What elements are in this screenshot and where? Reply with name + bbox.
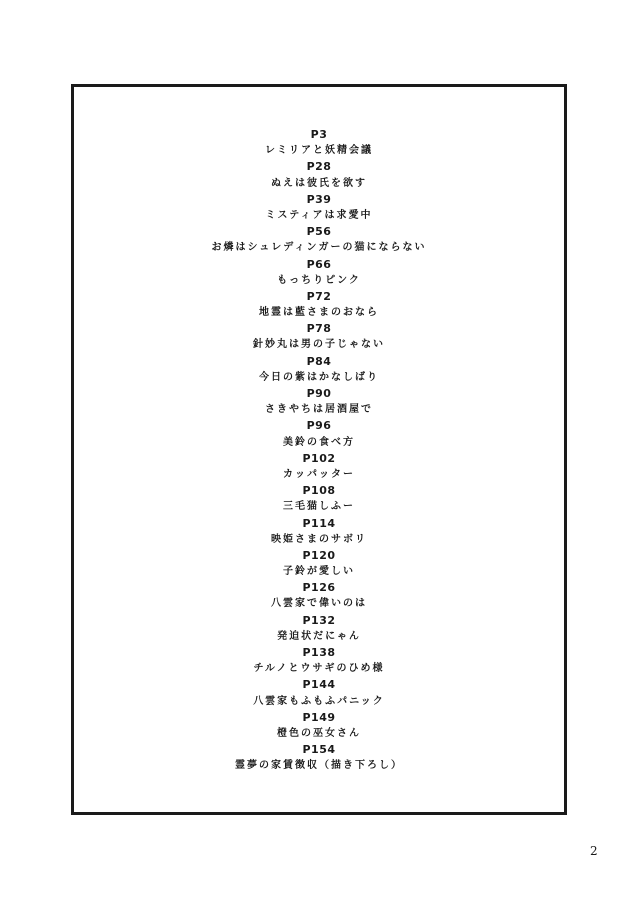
toc-story-title: レミリアと妖精会議	[265, 145, 373, 157]
toc-entry	[71, 321, 567, 353]
toc-page-number: P28	[306, 160, 332, 174]
toc-page-number: P102	[302, 451, 336, 465]
toc-story-title: ミスティアは求愛中	[265, 209, 373, 221]
toc-page-number: P3	[310, 128, 328, 141]
toc-page-number: P120	[302, 548, 336, 562]
toc-entry	[71, 354, 567, 386]
toc-story-title: ぬえは彼氏を欲す	[271, 177, 367, 189]
toc-entry	[71, 580, 567, 612]
toc-story-title: 霊夢の家賃徴収（描き下ろし）	[235, 760, 403, 772]
toc-story-title: 八雲家で偉いのは	[271, 598, 367, 610]
toc-page-number: P90	[306, 387, 332, 400]
toc-story-title: 映姫さまのサボリ	[271, 533, 367, 545]
toc-page-number: P108	[302, 484, 336, 498]
toc-page-number: P39	[306, 192, 332, 206]
toc-story-title: さきやちは居酒屋で	[265, 404, 373, 416]
toc-entry	[71, 710, 567, 742]
toc-page-number: P114	[302, 516, 336, 530]
toc-entry	[71, 418, 567, 450]
toc-page-number: P144	[302, 678, 336, 692]
toc-story-title: 三毛猫しふー	[283, 501, 355, 513]
toc-page-number: P138	[302, 646, 336, 659]
toc-entry	[71, 224, 567, 256]
toc-story-title: 針妙丸は男の子じゃない	[253, 339, 385, 351]
toc-entry	[71, 257, 567, 289]
toc-story-title: 発迫状だにゃん	[277, 630, 361, 642]
toc-page-number: P96	[306, 419, 332, 433]
toc-page-number: P56	[306, 225, 332, 239]
toc-entry	[71, 159, 567, 191]
toc-entry	[71, 192, 567, 224]
toc-page-number: P132	[302, 613, 336, 627]
toc-page-number: P154	[302, 743, 336, 757]
toc-story-title: 今日の紫はかなしばり	[259, 371, 379, 383]
toc-story-title: 橙色の巫女さん	[277, 727, 361, 739]
toc-entry	[71, 645, 567, 677]
toc-entry	[71, 289, 567, 321]
toc-story-title: チルノとウサギのひめ様	[253, 663, 385, 675]
toc-entry	[71, 386, 567, 418]
toc-story-title: 地霊は藍さまのおなら	[259, 307, 379, 319]
table-of-contents	[71, 127, 567, 775]
toc-entry	[71, 127, 567, 159]
toc-page-number: P84	[306, 354, 332, 368]
toc-entry	[71, 548, 567, 580]
toc-page-number: P78	[306, 322, 332, 336]
toc-entry	[71, 451, 567, 483]
toc-entry	[71, 516, 567, 548]
toc-story-title: 美鈴の食べ方	[283, 436, 355, 448]
toc-page-number: P66	[306, 257, 332, 271]
toc-entry	[71, 613, 567, 645]
toc-story-title: 八雲家もふもふパニック	[253, 695, 385, 707]
toc-page-number: P149	[302, 710, 336, 724]
toc-story-title: お燐はシュレディンガーの猫にならない	[211, 242, 427, 254]
toc-story-title: カッパッター	[283, 468, 355, 480]
page-number: 2	[590, 844, 598, 858]
toc-story-title: 子鈴が愛しい	[283, 566, 355, 578]
toc-entry	[71, 677, 567, 709]
toc-entry	[71, 742, 567, 774]
toc-entry	[71, 483, 567, 515]
toc-story-title: もっちりピンク	[277, 274, 361, 286]
toc-page-number: P126	[302, 581, 336, 595]
toc-page-number: P72	[306, 289, 332, 303]
